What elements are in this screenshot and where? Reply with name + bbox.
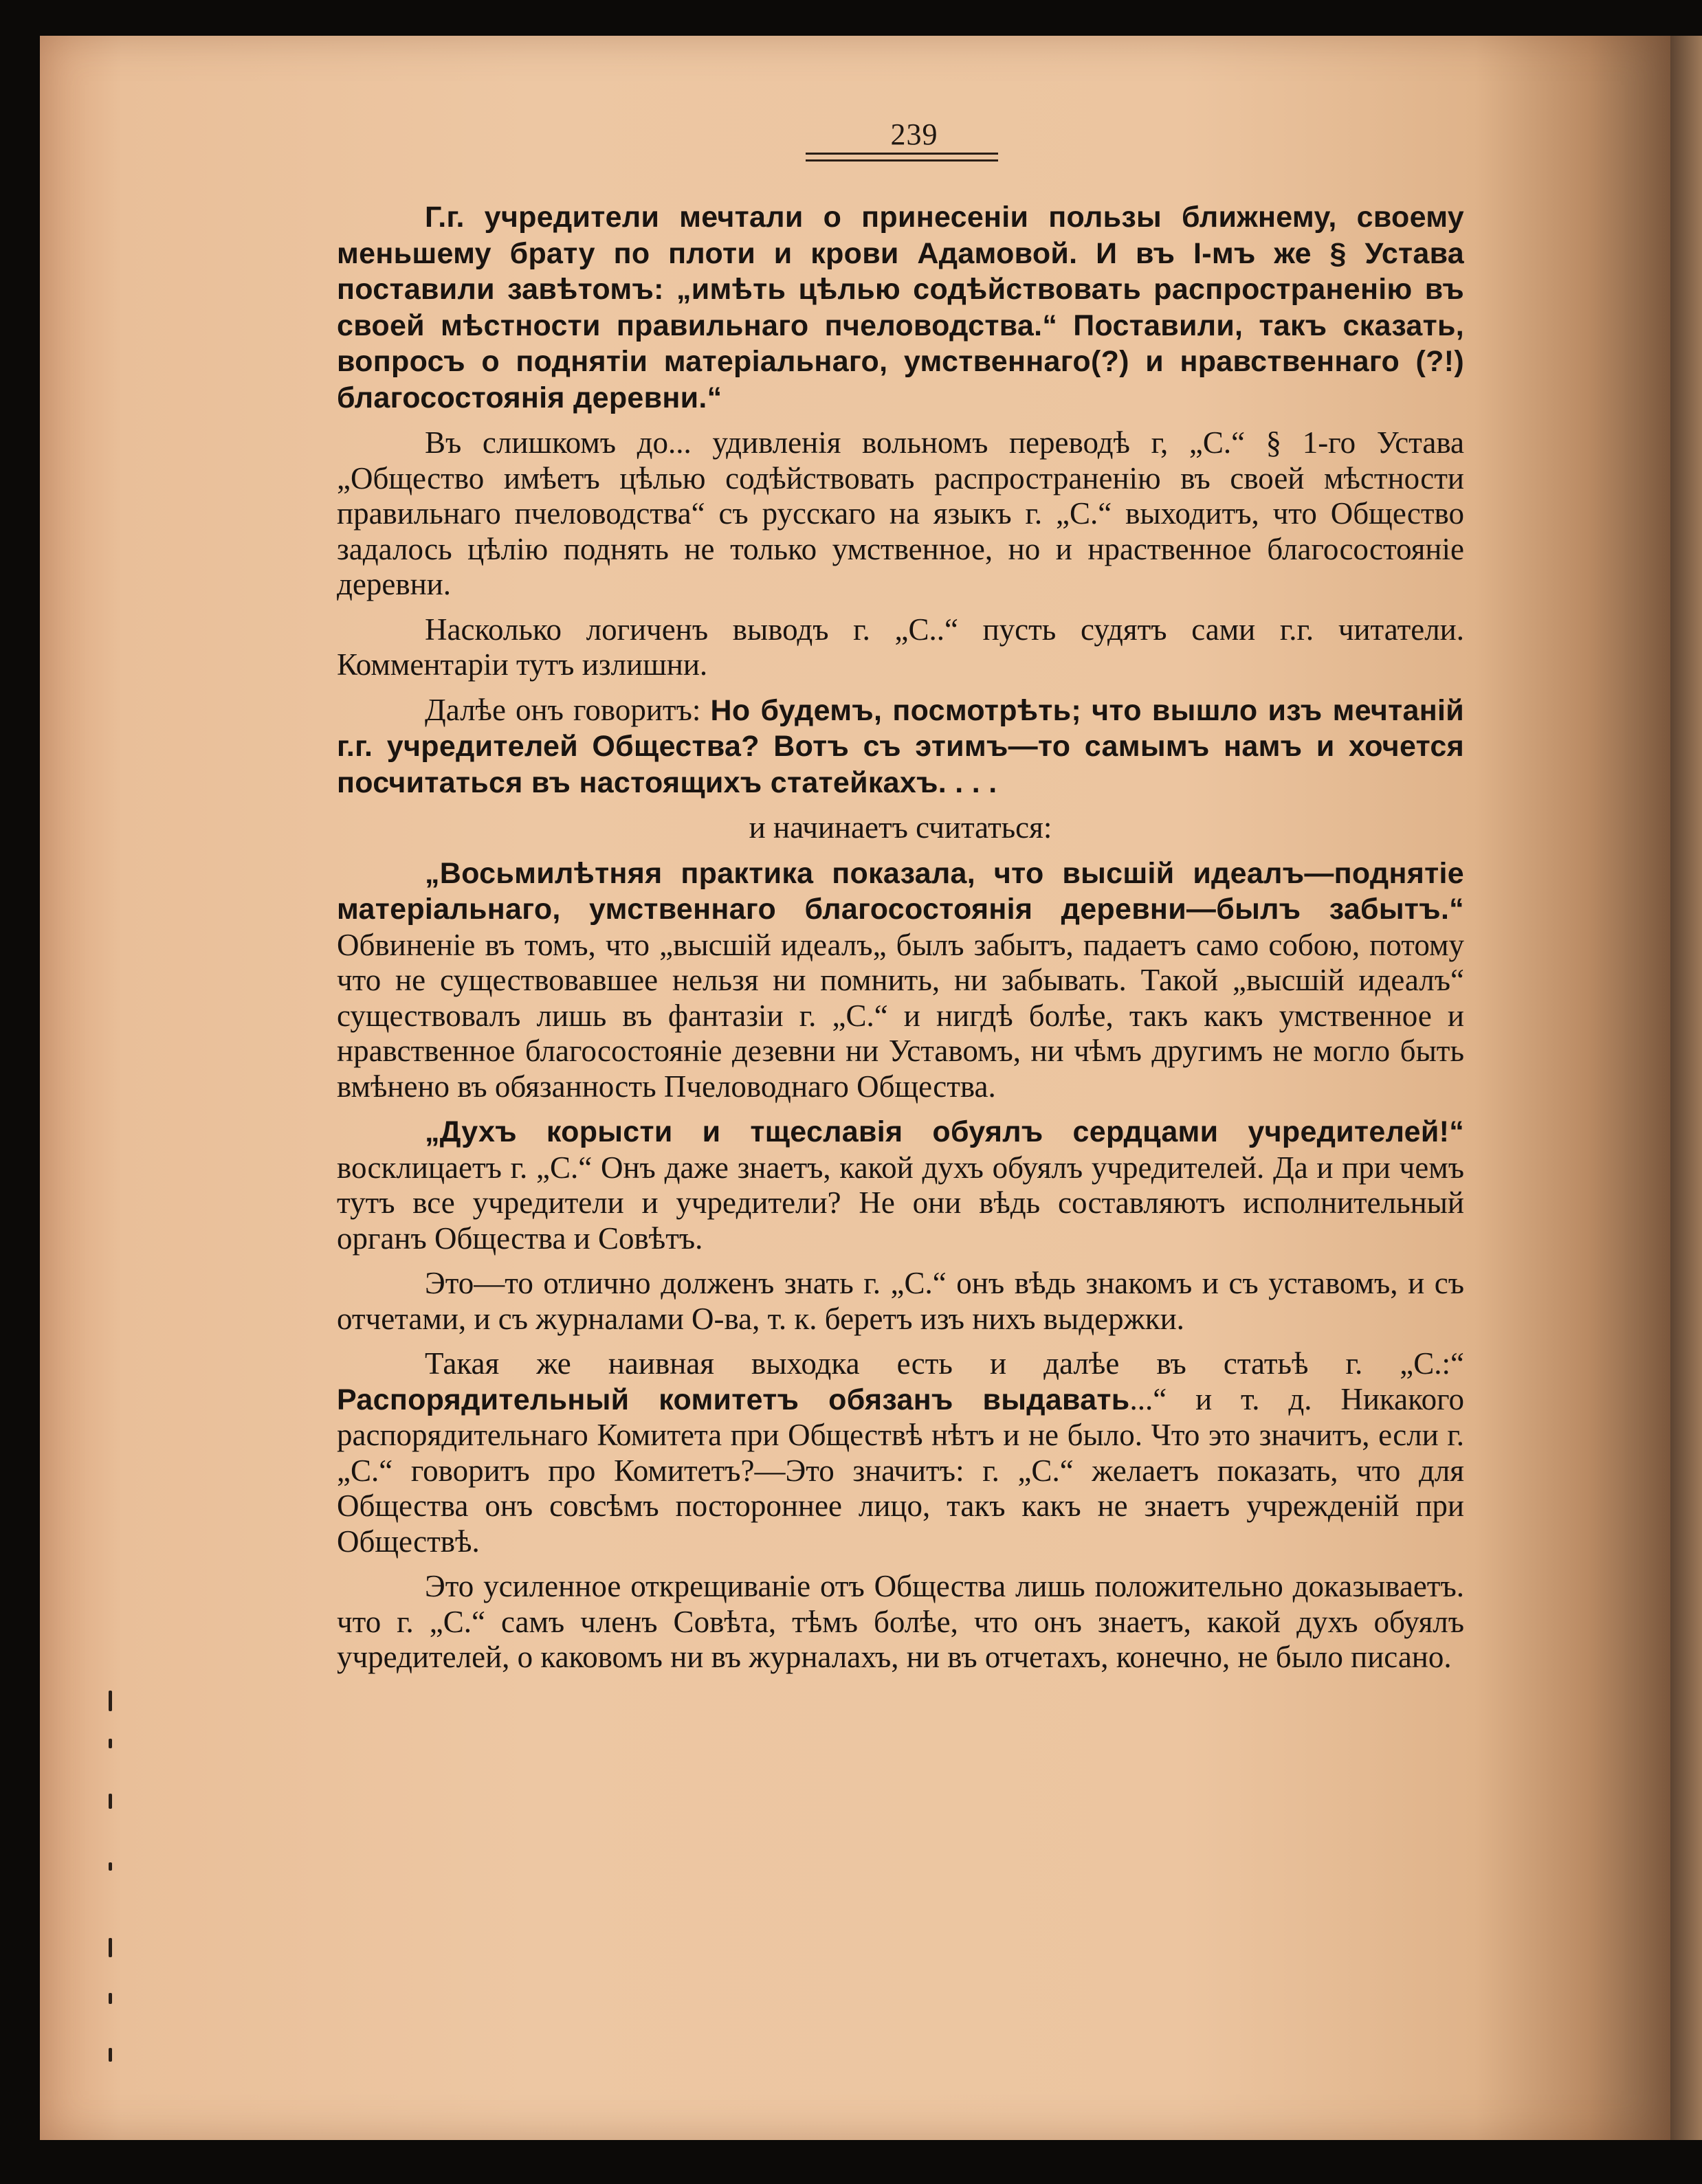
text-run: и начинаетъ считаться: <box>749 810 1052 845</box>
text-run: восклицаетъ г. „С.“ Онъ даже знаетъ, какой духъ обуялъ учредителей. Да и при чемъ тутъ все учредители и учредители? Не они вѣдь составляютъ исполнительный органъ Общества и Совѣтъ. <box>337 1150 1464 1256</box>
paragraph <box>337 1569 1464 1675</box>
header-rule <box>806 153 998 155</box>
paragraph <box>337 693 1464 801</box>
text-run: Далѣе онъ говоритъ: <box>425 692 711 727</box>
binding-edge <box>1670 36 1702 2140</box>
text-run: Насколько логиченъ выводъ г. „С..“ пусть судятъ сами г.г. читатели. Комментаріи тутъ излишни. <box>337 612 1464 682</box>
paragraph <box>337 1266 1464 1337</box>
bold-quote-run: Распорядительный комитетъ обязанъ выдавать <box>337 1383 1130 1416</box>
paragraph <box>337 1346 1464 1559</box>
text-run: Это усиленное открещиваніе отъ Общества лишь положительно доказываетъ. что г. „С.“ самъ членъ Совѣта, тѣмъ болѣе, что онъ знаетъ, какой духъ обуялъ учредителей, о каковомъ ни въ журналахъ, ни въ отчетахъ, конечно, не было писано. <box>337 1569 1464 1674</box>
body-text <box>337 199 1464 1685</box>
paragraph <box>337 425 1464 603</box>
margin-marks <box>109 1691 122 2075</box>
bold-quote-run: Г.г. учредители мечтали о принесеніи пользы ближнему, своему меньшему брату по плоти и крови Адамовой. И въ І-мъ же § Устава поставили завѣтомъ: „имѣть цѣлью содѣйствовать распространенію въ своей мѣстности правильнаго пчеловодства.“ Поставили, такъ сказать, вопросъ о поднятіи матеріальнаго, умственнаго(?) и нравственнаго (?!) благосостоянія деревни.“ <box>337 201 1464 414</box>
bold-quote-run: „Духъ корысти и тщеславія обуялъ сердцами учредителей!“ <box>425 1115 1464 1148</box>
paragraph <box>337 199 1464 416</box>
paragraph <box>337 1114 1464 1256</box>
text-run: ...“ и т. д. Никакого распорядительнаго Комитета при Обществѣ нѣтъ и не было. Что это значитъ, если г. „С.“ говоритъ про Комитетъ?—Это значитъ: г. „С.“ желаетъ показать, что для Общества онъ совсѣмъ постороннее лицо, такъ какъ не знаетъ учрежденій при Обществѣ. <box>337 1381 1465 1559</box>
bold-quote-run: Но будемъ, посмотрѣть; что вышло изъ мечтаній г.г. учредителей Общества? Вотъ съ этимъ—то самымъ намъ и хочется посчитаться въ настоящихъ статейкахъ. . . . <box>337 693 1464 799</box>
bold-quote-run: „Восьмилѣтняя практика показала, что высшій идеалъ—поднятіе матеріальнаго, умственнаго благосостоянія деревни—былъ забытъ.“ <box>337 856 1464 926</box>
text-run: Это—то отлично долженъ знать г. „С.“ онъ вѣдь знакомъ и съ уставомъ, и съ отчетами, и съ журналами О-ва, т. к. беретъ изъ нихъ выдержки. <box>337 1266 1464 1336</box>
paragraph <box>337 612 1464 683</box>
text-run: Въ слишкомъ до... удивленія вольномъ переводѣ г, „С.“ § 1-го Устава „Общество имѣетъ цѣлью содѣйствовать распространенію въ своей мѣстности правильнаго пчеловодства“ съ русскаго на языкъ г. „С.“ выходитъ, что Общество задалось цѣлію поднять не только умственное, но и нраственное благосостояніе деревни. <box>337 425 1464 601</box>
header-rule <box>806 159 998 161</box>
text-run: Обвиненіе въ томъ, что „высшій идеалъ„ былъ забытъ, падаетъ само собою, потому что не существовавшее нельзя ни помнить, ни забывать. Такой „высшій идеалъ“ существовалъ лишь въ фантазіи г. „С.“ и нигдѣ болѣе, такъ какъ умственное и нравственное благосостояніе дезевни ни Уставомъ, ни чѣмъ другимъ не могло быть вмѣнено въ обязанность Пчеловоднаго Общества. <box>337 927 1464 1104</box>
paragraph <box>337 810 1464 846</box>
scan-border <box>0 2140 1702 2184</box>
paragraph <box>337 856 1464 1105</box>
text-run: Такая же наивная выходка есть и далѣе въ статьѣ г. „С.:“ <box>425 1346 1464 1381</box>
page-number: 239 <box>890 118 938 151</box>
